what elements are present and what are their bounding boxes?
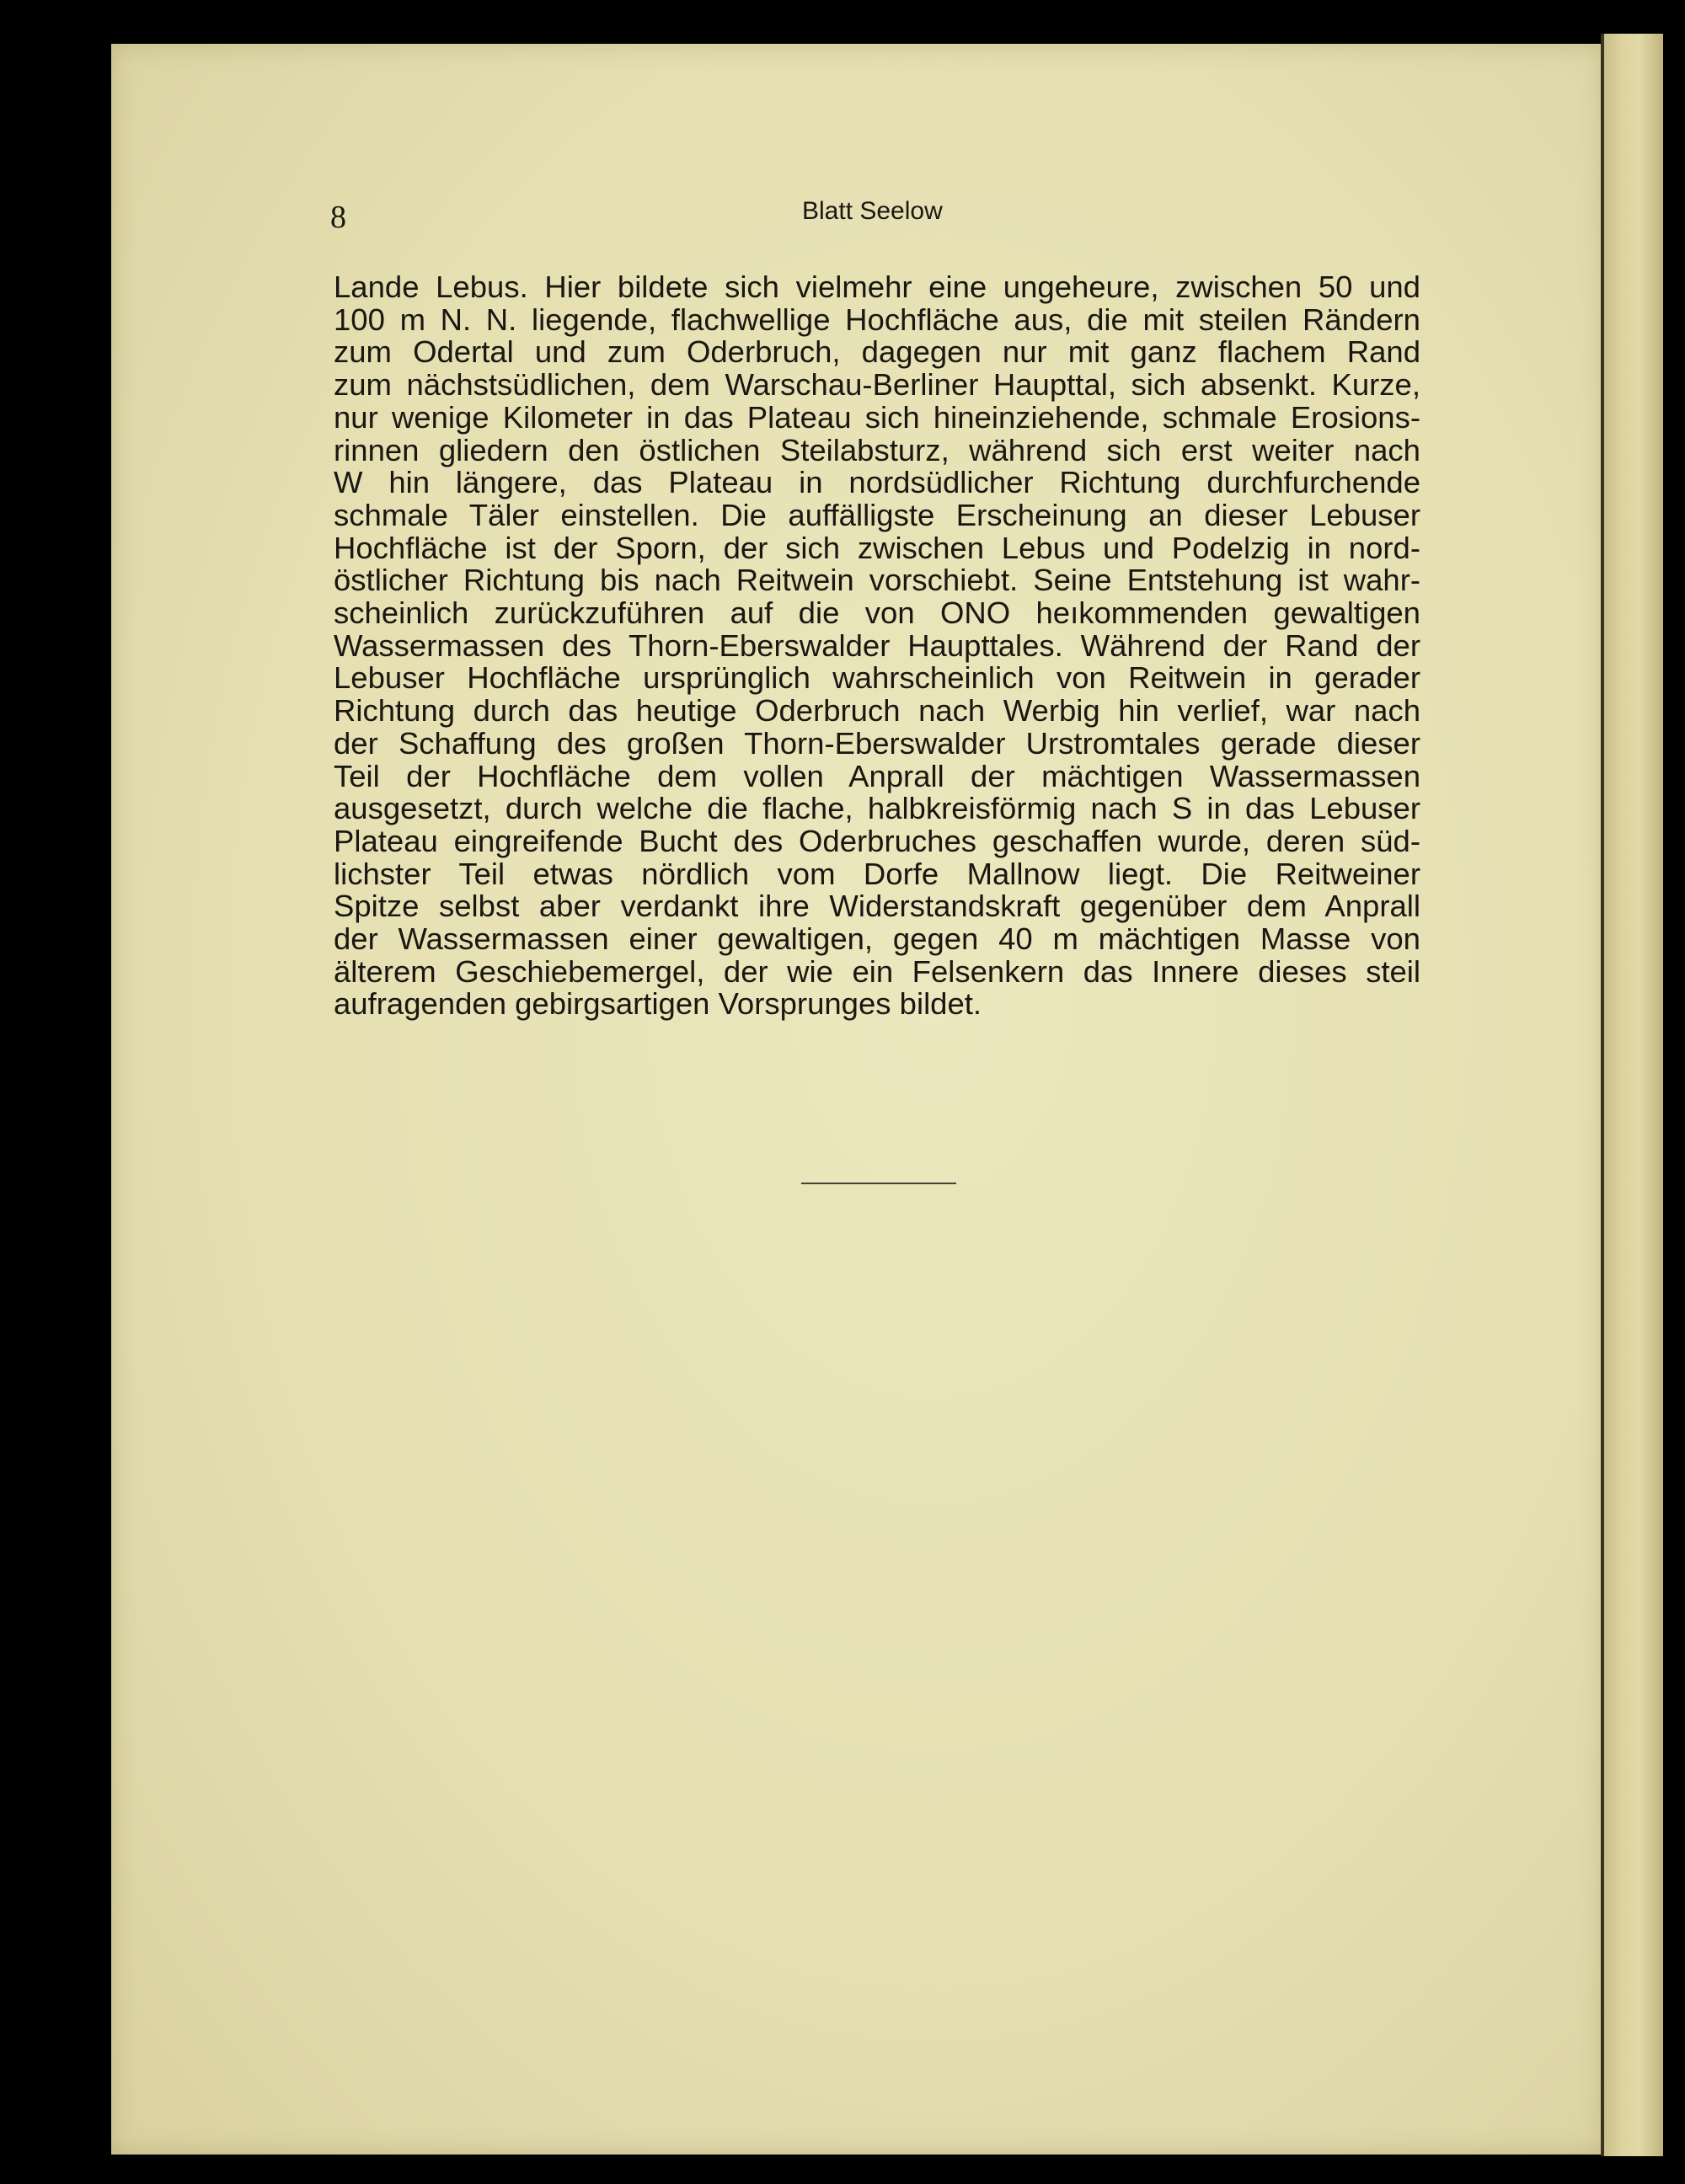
body-paragraph [334, 271, 1420, 1021]
text-line: lichster Teil etwas nördlich vom Dorfe Mallnow liegt. Die Reitweiner [334, 856, 1420, 891]
text-line: 100 m N. N. liegende, flachwellige Hochfläche aus, die mit steilen Rändern [334, 302, 1420, 337]
text-line: Wassermassen des Thorn-Eberswalder Haupttales. Während der Rand der [334, 627, 1420, 663]
text-line: Hochfläche ist der Sporn, der sich zwischen Lebus und Podelzig in nord- [334, 530, 1420, 565]
text-line: W hin längere, das Plateau in nordsüdlicher Richtung durchfurchende [334, 465, 1420, 500]
text-line: zum nächstsüdlichen, dem Warschau-Berliner Haupttal, sich absenkt. Kurze, [334, 367, 1420, 403]
text-line: Lebuser Hochfläche ursprünglich wahrscheinlich von Reitwein in gerader [334, 660, 1420, 696]
text-line: scheinlich zurückzuführen auf die von ONO heıkommenden gewaltigen [334, 595, 1420, 631]
text-line: Plateau eingreifende Bucht des Oderbruches geschaffen wurde, deren süd- [334, 823, 1420, 858]
text-line: Richtung durch das heutige Oderbruch nach Werbig hin verlief, war nach [334, 693, 1420, 729]
adjacent-page-edge [1604, 34, 1663, 2156]
text-line: schmale Täler einstellen. Die auffälligste Erscheinung an dieser Lebuser [334, 497, 1420, 532]
running-title: Blatt Seelow [802, 197, 943, 225]
text-line: nur wenige Kilometer in das Plateau sich hineinziehende, schmale Erosions- [334, 399, 1420, 435]
text-line: Lande Lebus. Hier bildete sich vielmehr eine ungeheure, zwischen 50 und [334, 270, 1420, 304]
text-line: Teil der Hochfläche dem vollen Anprall der mächtigen Wassermassen [334, 758, 1420, 793]
text-line: östlicher Richtung bis nach Reitwein vorschiebt. Seine Entstehung ist wahr- [334, 563, 1420, 598]
text-line: zum Odertal und zum Oderbruch, dagegen nur mit ganz flachem Rand [334, 334, 1420, 370]
text-line: der Wassermassen einer gewaltigen, gegen 40 m mächtigen Masse von [334, 921, 1420, 957]
text-line: älterem Geschiebemergel, der wie ein Felsenkern das Innere dieses steil [334, 953, 1420, 989]
text-line: Spitze selbst aber verdankt ihre Widerstandskraft gegenüber dem Anprall [334, 889, 1420, 924]
section-divider [801, 1183, 956, 1184]
text-line: der Schaffung des großen Thorn-Eberswalder Urstromtales gerade dieser [334, 725, 1420, 761]
page-number: 8 [330, 200, 346, 235]
text-line: rinnen gliedern den östlichen Steilabsturz, während sich erst weiter nach [334, 432, 1420, 467]
text-line: ausgesetzt, durch welche die flache, halbkreisförmig nach S in das Lebuser [334, 791, 1420, 826]
text-line: aufragenden gebirgsartigen Vorsprunges bildet. [334, 986, 982, 1022]
